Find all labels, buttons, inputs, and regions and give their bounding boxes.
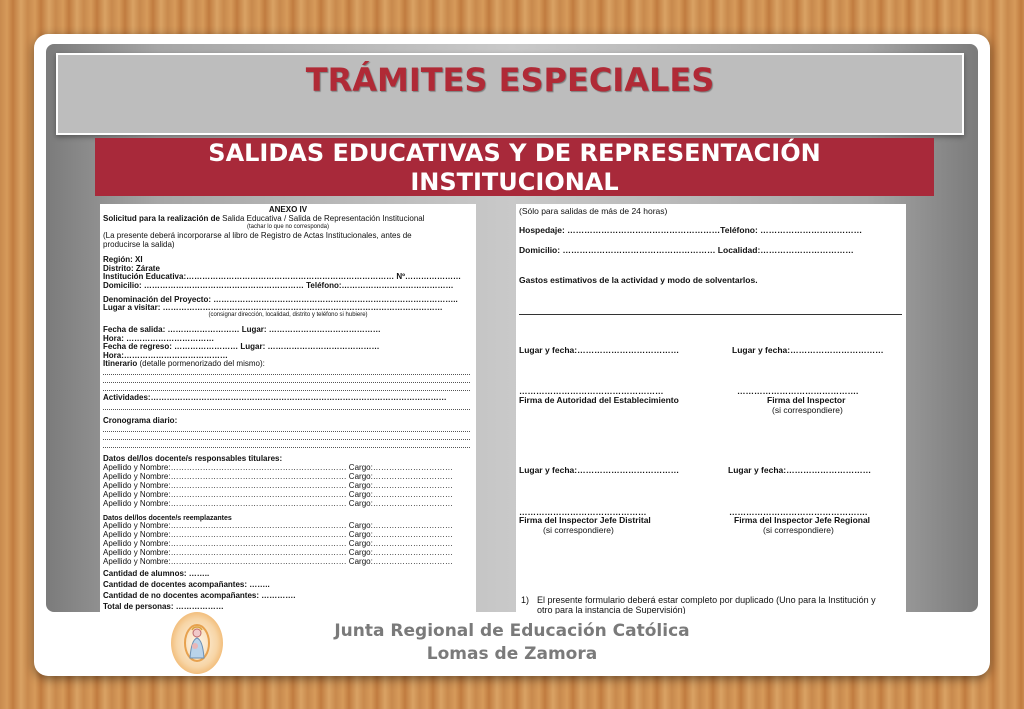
schedule-dots xyxy=(103,439,470,440)
replacement-heading: Datos del/los docente/s reemplazantes xyxy=(103,515,232,522)
district-chief-signature: Firma del Inspector Jefe Distrital xyxy=(519,515,651,525)
request-line: Solicitud para la realización de Salida Educativa / Salida de Representación Institucional xyxy=(103,214,425,223)
region-field: Región: XI xyxy=(103,255,143,264)
schedule-dots xyxy=(103,447,470,448)
footnote-line-2: otro para la instancia de Supervisión) xyxy=(537,605,686,614)
place-date-a: Lugar y fecha:……………………………… xyxy=(519,345,680,355)
costs-label: Gastos estimativos de la actividad y modo de solventarlos. xyxy=(519,275,758,285)
address-field: Domicilio: …………………………………………………… Teléfono:…………………………………… xyxy=(103,281,454,290)
activities-dots xyxy=(103,409,470,410)
form-page-left xyxy=(100,204,476,614)
slide-subtitle xyxy=(95,139,934,197)
footer-organization: Junta Regional de Educación Católica xyxy=(334,621,690,641)
lodging-address-field: Domicilio: ……………………………………………… Localidad:…………………………… xyxy=(519,245,854,255)
itinerary-label: Itinerario (detalle pormenorizado del mismo): xyxy=(103,359,265,368)
lodging-field: Hospedaje: ………………………………………………Teléfono: ……………………………… xyxy=(519,225,863,235)
form-page-right xyxy=(516,204,906,614)
strike-note: (tachar lo que no corresponda) xyxy=(246,224,330,230)
signature-dots-b: ……………………………………. xyxy=(737,386,859,396)
accompanying-non-teachers: Cantidad de no docentes acompañantes: …………. xyxy=(103,591,296,600)
replacement-line: Apellido y Nombre:………………………………………………………… Cargo:………………………… xyxy=(103,530,453,539)
place-date-d: Lugar y fecha:………………………… xyxy=(728,465,872,475)
regional-chief-signature: Firma del Inspector Jefe Regional xyxy=(734,515,871,525)
incorporate-line-2: producirse la salida) xyxy=(103,240,175,249)
institution-field: Institución Educativa:…………………………………………………………………… Nº………………… xyxy=(103,272,462,281)
activities-field: Actividades:………………………………………………………………………………………………… xyxy=(103,393,447,402)
replacement-line: Apellido y Nombre:………………………………………………………… Cargo:………………………… xyxy=(103,548,453,557)
annex-heading: ANEXO IV xyxy=(268,205,308,214)
schedule-dots xyxy=(103,431,470,432)
subtitle-band xyxy=(95,138,934,196)
signature-dots-d: …………………………………………. xyxy=(729,507,868,517)
title-bar xyxy=(56,53,964,135)
authority-signature: Firma de Autoridad del Establecimiento xyxy=(519,395,679,405)
inspector-if-applicable: (si correspondiere) xyxy=(772,405,843,415)
accompanying-teachers: Cantidad de docentes acompañantes: …….. xyxy=(103,580,270,589)
incorporate-line-1: (La presente deberá incorporarse al libro de Registro de Actas Institucionales, antes de xyxy=(103,231,412,240)
students-count: Cantidad de alumnos: …….. xyxy=(103,569,210,578)
teacher-line: Apellido y Nombre:………………………………………………………… Cargo:………………………… xyxy=(103,499,453,508)
signature-dots-c: ……………………………………… xyxy=(519,507,647,517)
regional-if-applicable: (si correspondiere) xyxy=(763,525,834,535)
return-field: Fecha de regreso: …………………… Lugar: …………………………………… xyxy=(103,342,380,351)
place-date-b: Lugar y fecha:…………………………… xyxy=(732,345,884,355)
teacher-line: Apellido y Nombre:………………………………………………………… Cargo:………………………… xyxy=(103,481,453,490)
teacher-line: Apellido y Nombre:………………………………………………………… Cargo:………………………… xyxy=(103,490,453,499)
visit-note: (consignar dirección, localidad, distrito y teléfono si hubiere) xyxy=(208,312,368,318)
costs-rule xyxy=(519,314,902,315)
slide-title: TRÁMITES ESPECIALES xyxy=(305,61,715,99)
signature-dots-a: …………………………………………… xyxy=(519,386,664,396)
place-date-c: Lugar y fecha:……………………………… xyxy=(519,465,680,475)
district-field: Distrito: Zárate xyxy=(103,264,160,273)
teacher-line: Apellido y Nombre:………………………………………………………… Cargo:………………………… xyxy=(103,472,453,481)
subtitle-line-2: INSTITUCIONAL xyxy=(410,168,619,196)
footnote-number: 1) xyxy=(521,595,530,605)
total-persons: Total de personas: ……………… xyxy=(103,602,224,611)
schedule-label: Cronograma diario: xyxy=(103,416,178,425)
itinerary-dots xyxy=(103,374,470,375)
return-hour-field: Hora:………………………………… xyxy=(103,351,228,360)
replacement-line: Apellido y Nombre:………………………………………………………… Cargo:………………………… xyxy=(103,539,453,548)
subtitle-line-1: SALIDAS EDUCATIVAS Y DE REPRESENTACIÓN xyxy=(208,139,821,167)
inspector-signature: Firma del Inspector xyxy=(767,395,846,405)
lodging-note: (Sólo para salidas de más de 24 horas) xyxy=(519,206,668,216)
project-field: Denominación del Proyecto: ……………………………………………………………………………….. xyxy=(103,295,458,304)
departure-hour-field: Hora: …………………………… xyxy=(103,334,215,343)
district-if-applicable: (si correspondiere) xyxy=(543,525,614,535)
teachers-heading: Datos del/los docente/s responsables titulares: xyxy=(103,454,283,463)
footer-location: Lomas de Zamora xyxy=(426,644,598,664)
visit-field: Lugar a visitar: …………………………………………………………………………………………… xyxy=(103,303,443,312)
teacher-line: Apellido y Nombre:………………………………………………………… Cargo:………………………… xyxy=(103,463,453,472)
departure-field: Fecha de salida: ……………………… Lugar: …………………………………… xyxy=(103,325,381,334)
footnote-line-1: El presente formulario deberá estar completo por duplicado (Uno para la Institución y xyxy=(537,595,876,605)
itinerary-dots xyxy=(103,390,470,391)
replacement-line: Apellido y Nombre:………………………………………………………… Cargo:………………………… xyxy=(103,557,453,566)
replacement-line: Apellido y Nombre:………………………………………………………… Cargo:………………………… xyxy=(103,521,453,530)
itinerary-dots xyxy=(103,382,470,383)
